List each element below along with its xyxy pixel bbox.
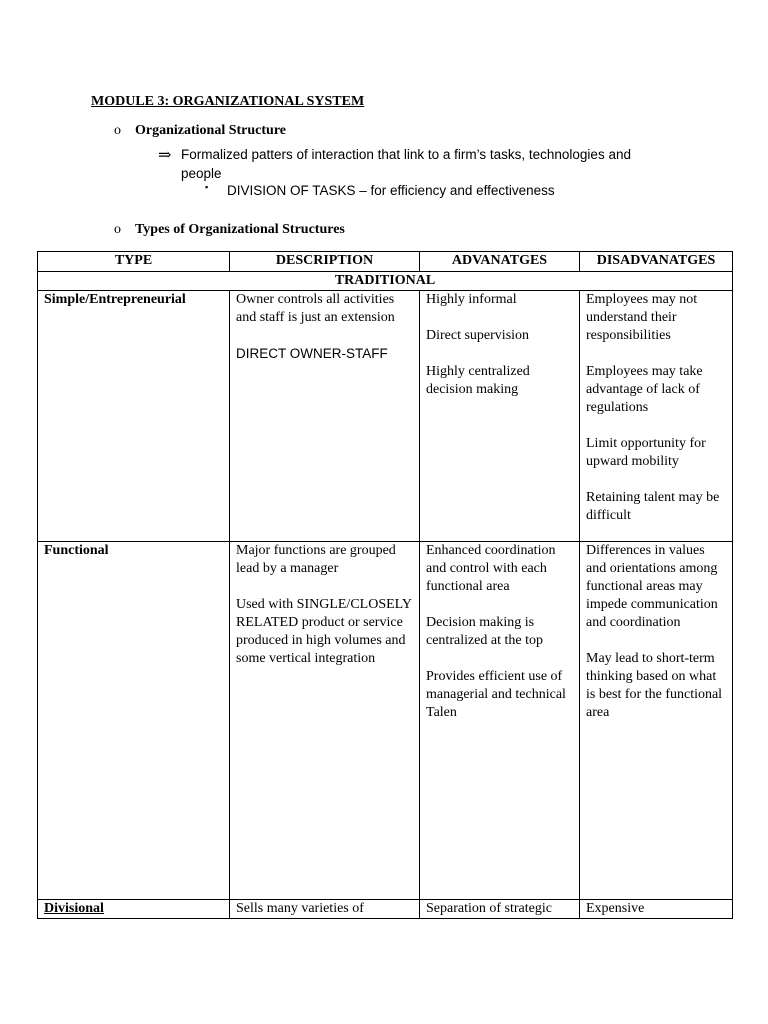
structure-definition: Formalized patters of interaction that link to a firm’s tasks, technologies and people xyxy=(181,147,631,181)
bullet-marker: o xyxy=(114,222,121,237)
description-cell xyxy=(230,542,420,900)
disadvantage-item: Differences in values and orientations among functional areas may impede communication and coordination xyxy=(586,543,718,630)
section-title: Organizational Structure xyxy=(135,123,287,138)
advantage-item: Provides efficient use of managerial and technical Talen xyxy=(426,669,566,720)
description-text: Owner controls all activities and staff is just an extension xyxy=(236,292,395,325)
division-of-tasks: DIVISION OF TASKS – for efficiency and effectiveness xyxy=(227,183,555,198)
disadvantages-cell xyxy=(580,900,733,919)
table-header-row xyxy=(38,252,733,272)
square-bullet-icon: ▪ xyxy=(205,182,209,192)
header-disadvantages: DISADVANATGES xyxy=(580,252,733,272)
group-label-traditional: TRADITIONAL xyxy=(38,272,733,291)
bullet-organizational-structure xyxy=(114,123,287,139)
advantage-item: Separation of strategic xyxy=(426,901,552,916)
header-description: DESCRIPTION xyxy=(230,252,420,272)
advantage-item: Enhanced coordination and control with each functional area xyxy=(426,543,556,594)
type-cell: Divisional xyxy=(38,900,230,919)
description-cell xyxy=(230,291,420,542)
bullet-types-of-structures xyxy=(114,222,345,238)
advantages-cell xyxy=(420,900,580,919)
header-type: TYPE xyxy=(38,252,230,272)
type-cell: Functional xyxy=(38,542,230,900)
disadvantage-item: Limit opportunity for upward mobility xyxy=(586,436,706,469)
disadvantage-item: Employees may take advantage of lack of regulations xyxy=(586,364,703,415)
type-cell: Simple/Entrepreneurial xyxy=(38,291,230,542)
disadvantage-item: May lead to short-term thinking based on what is best for the functional area xyxy=(586,651,723,720)
disadvantage-item: Employees may not understand their responsibilities xyxy=(586,292,698,343)
description-text: Used with SINGLE/CLOSELY RELATED product or service produced in high volumes and some vertical integration xyxy=(236,597,412,666)
structures-table xyxy=(37,251,733,919)
table-row xyxy=(38,542,733,900)
disadvantages-cell xyxy=(580,291,733,542)
description-text: Major functions are grouped lead by a manager xyxy=(236,543,396,576)
advantage-item: Highly centralized decision making xyxy=(426,364,530,397)
bullet-marker: o xyxy=(114,123,121,138)
group-row xyxy=(38,272,733,291)
advantage-item: Direct supervision xyxy=(426,328,530,343)
advantages-cell xyxy=(420,542,580,900)
description-cell xyxy=(230,900,420,919)
disadvantages-cell xyxy=(580,542,733,900)
description-text: Sells many varieties of xyxy=(236,901,364,916)
arrow-icon: ⇒ xyxy=(158,147,172,164)
table-row xyxy=(38,291,733,542)
header-advantages: ADVANATGES xyxy=(420,252,580,272)
table-row xyxy=(38,900,733,919)
disadvantage-item: Retaining talent may be difficult xyxy=(586,490,720,523)
module-title: MODULE 3: ORGANIZATIONAL SYSTEM xyxy=(91,94,365,109)
disadvantage-item: Expensive xyxy=(586,901,645,916)
advantage-item: Highly informal xyxy=(426,292,517,307)
advantage-item: Decision making is centralized at the top xyxy=(426,615,543,648)
description-text: DIRECT OWNER-STAFF xyxy=(236,346,388,361)
advantages-cell xyxy=(420,291,580,542)
section-title: Types of Organizational Structures xyxy=(135,222,345,237)
